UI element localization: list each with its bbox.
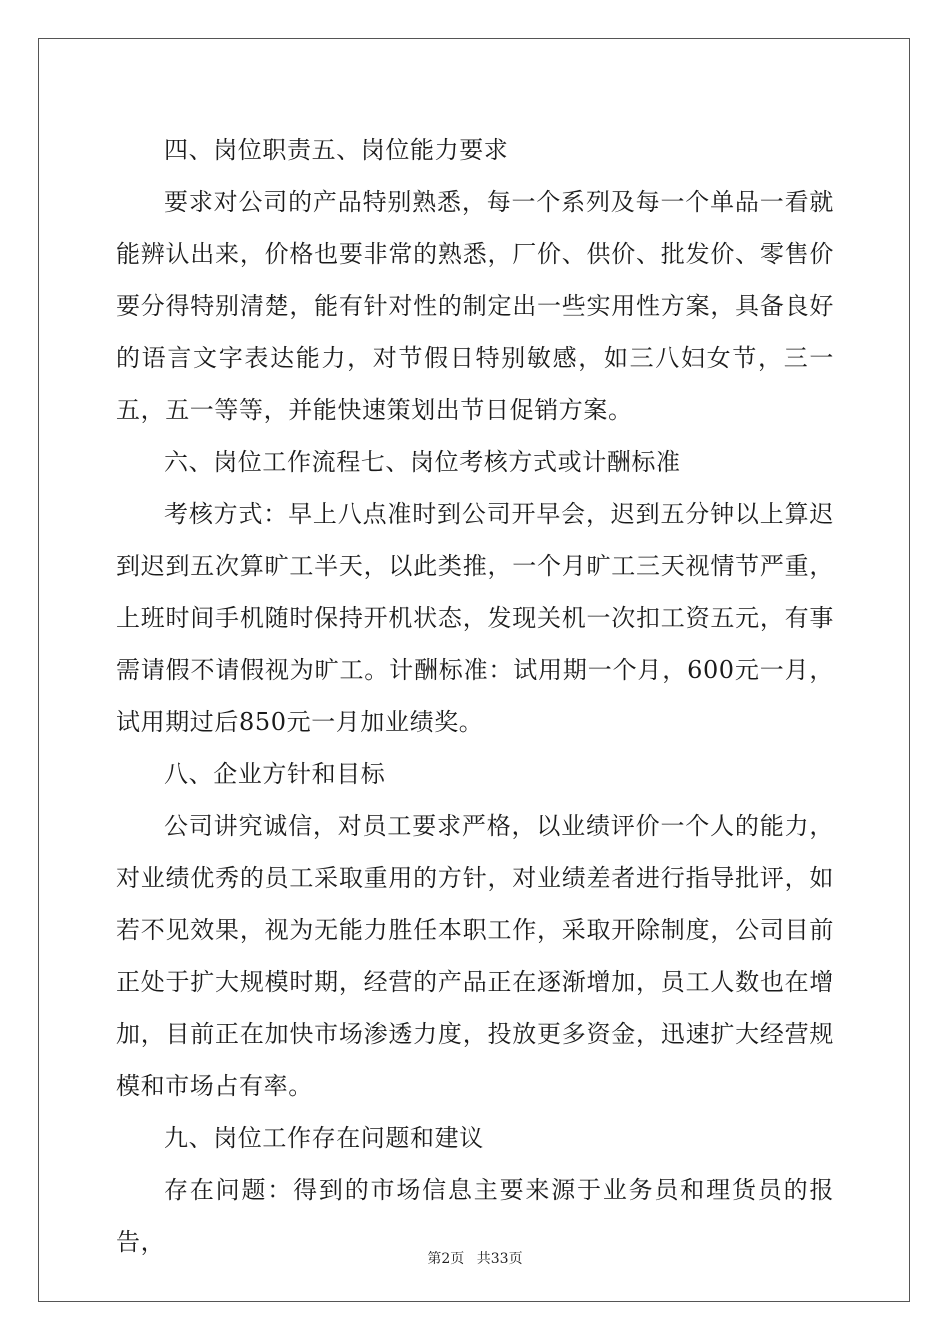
paragraph-policy-goals: 公司讲究诚信，对员工要求严格，以业绩评价一个人的能力，对业绩优秀的员工采取重用的方针，对业绩差者进行指导批评，如若不见效果，视为无能力胜任本职工作，采取开除制度，公司目前正处于扩大规模时期，经营的产品正在逐渐增加，员工人数也在增加，目前正在加快市场渗透力度，投放更多资金，迅速扩大经营规模和市场占有率。 xyxy=(116,812,834,1100)
paragraph-assessment: 考核方式：早上八点准时到公司开早会，迟到五分钟以上算迟到迟到五次算旷工半天，以此类推，一个月旷工三天视情节严重，上班时间手机随时保持开机状态，发现关机一次扣工资五元，有事需请假不请假视为旷工。计酬标准：试用期一个月，600元一月，试用期过后850元一月加业绩奖。 xyxy=(116,500,834,736)
page-number: 第2页 xyxy=(427,1251,465,1267)
paragraph-problems: 存在问题：得到的市场信息主要来源于业务员和理货员的报告， xyxy=(116,1176,834,1256)
paragraph-ability-requirements: 要求对公司的产品特别熟悉，每一个系列及每一个单品一看就能辨认出来，价格也要非常的熟悉，厂价、供价、批发价、零售价要分得特别清楚，能有针对性的制定出一些实用性方案，具备良好的语言文字表达能力，对节假日特别敏感，如三八妇女节，三一五，五一等等，并能快速策划出节日促销方案。 xyxy=(116,188,834,424)
document-body xyxy=(116,124,834,1268)
page-total: 共33页 xyxy=(476,1251,523,1267)
section-heading-9: 九、岗位工作存在问题和建议 xyxy=(164,1124,484,1152)
section-heading-6-7: 六、岗位工作流程七、岗位考核方式或计酬标准 xyxy=(164,448,681,476)
page-footer xyxy=(0,1248,950,1268)
section-heading-8: 八、企业方针和目标 xyxy=(164,760,386,788)
section-heading-4-5: 四、岗位职责五、岗位能力要求 xyxy=(164,136,509,164)
